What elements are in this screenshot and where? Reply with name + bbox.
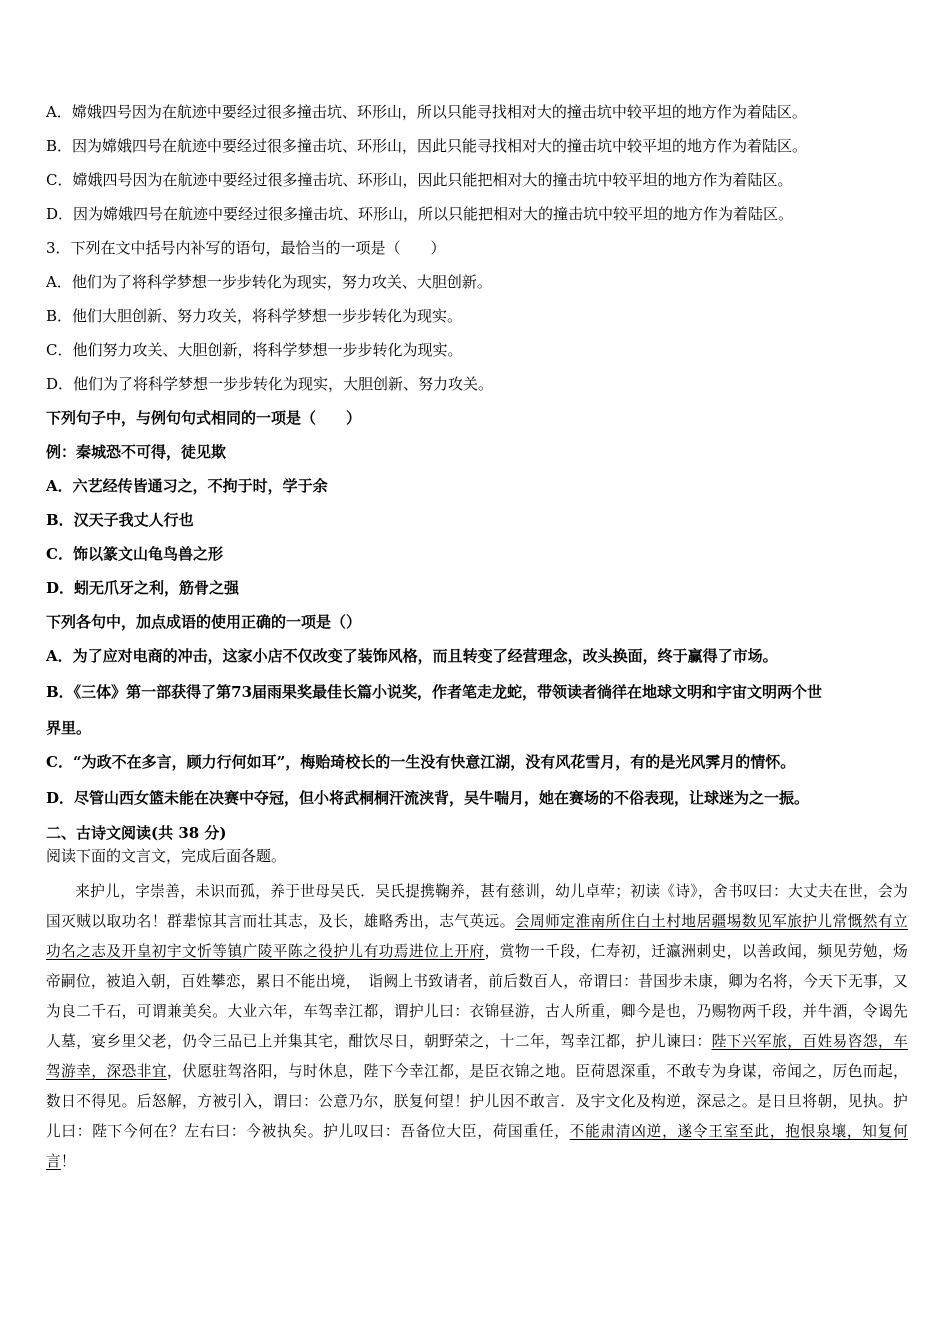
- q4-option-c: C．饰以篆文山龟鸟兽之形: [46, 545, 223, 563]
- section-heading: 二、古诗文阅读(共 38 分): [46, 824, 227, 842]
- q4-option-a: A．六艺经传皆通习之，不拘于时，学于余: [46, 477, 328, 495]
- q3-option-c: C．他们努力攻关、大胆创新，将科学梦想一步步转化为现实。: [46, 341, 463, 359]
- q5-option-c: C．“为政不在多言，顾力行何如耳”，梅贻琦校长的一生没有快意江湖，没有风花雪月，有的是光风霁月的情怀。: [46, 753, 796, 771]
- passage-text-2: ，赏物一千段，仁寿初，迁瀛洲刺史，以善政闻，频见劳勉，炀帝嗣位，被追入朝，百姓攀恋，累日不能出境， 诣阙上书致请者，前后数百人，帝谓曰：昔国步未康，卿为名将，今天下无事，又为良二千石，可谓兼美矣。大业六年，车驾幸江都，谓护儿曰：衣锦昼游，古人所重，卿今是也，乃赐物两千段，并牛酒，令谒先人墓，宴乡里父老，仍令三品已上并集其宅，酣饮尽日，朝野荣之，十二年，驾幸江都，护儿谏曰：: [46, 943, 909, 1050]
- underlined-sentence-3: 不能肃清凶逆，遂令王室至此，抱恨泉壤，知复何言: [46, 1123, 909, 1170]
- section-instruction: 阅读下面的文言文，完成后面各题。: [46, 847, 287, 865]
- passage-paragraph: [46, 877, 908, 1177]
- q3-option-d: D．他们为了将科学梦想一步步转化为现实，大胆创新、努力攻关。: [46, 375, 494, 393]
- q5-stem: 下列各句中，加点成语的使用正确的一项是（）: [46, 613, 362, 631]
- q2-option-d: D．因为嫦娥四号在航迹中要经过很多撞击坑、环形山，所以只能把相对大的撞击坑中较平坦的地方作为着陆区。: [46, 205, 794, 223]
- passage-text-4: ！: [60, 1153, 76, 1170]
- q2-option-a: A．嫦娥四号因为在航迹中要经过很多撞击坑、环形山，所以只能寻找相对大的撞击坑中较平坦的地方作为着陆区。: [46, 103, 807, 121]
- q3-stem: 3．下列在文中括号内补写的语句，最恰当的一项是（ ）: [46, 239, 446, 257]
- q5-option-b-cont: 界里。: [46, 719, 92, 737]
- underlined-sentence-2: 陛下兴军旅，百姓易咨怨，车驾游幸，深恐非宜: [46, 1033, 908, 1080]
- passage-text-1: 来护儿，字崇善，未识而孤，养于世母吴氏．吴氏提携鞠养，甚有慈训，幼儿卓荦；初读《诗》，舍书叹曰：大丈夫在世，会为国灭贼以取功名！群辈惊其言而壮其志，及长，雄略秀出，志气英远。: [46, 883, 908, 930]
- passage-text-3: ，伏愿驻驾洛阳，与时休息，陛下今幸江都，是臣衣锦之地。臣荷恩深重，不敢专为身谋，帝闻之，厉色而起，数日不得见。后怒解，方被引入，谓曰：公意乃尔，朕复何望！护儿因不敢言．及宇文化及构逆，深忌之。是日旦将朝，见执。护儿曰：陛下今何在？左右曰：今被执矣。护儿叹曰：吾备位大臣，荷国重任，: [46, 1063, 908, 1140]
- q4-option-d: D．蚓无爪牙之利，筋骨之强: [46, 579, 240, 597]
- q4-stem: 下列句子中，与例句句式相同的一项是（ ）: [46, 409, 362, 427]
- q5-option-b: B．《三体》第一部获得了第73届雨果奖最佳长篇小说奖，作者笔走龙蛇，带领读者徜徉在地球文明和宇宙文明两个世: [46, 683, 823, 701]
- q4-option-b: B．汉天子我丈人行也: [46, 511, 194, 529]
- q5-option-a: A．为了应对电商的冲击，这家小店不仅改变了装饰风格，而且转变了经营理念，改头换面，终于赢得了市场。: [46, 647, 778, 665]
- q5-option-d: D．尽管山西女篮未能在决赛中夺冠，但小将武桐桐汗流浃背，吴牛喘月，她在赛场的不俗表现，让球迷为之一振。: [46, 789, 810, 807]
- q3-option-b: B．他们大胆创新、努力攻关，将科学梦想一步步转化为现实。: [46, 307, 463, 325]
- q4-example: 例：秦城恐不可得，徒见欺: [46, 443, 227, 461]
- q2-option-b: B．因为嫦娥四号在航迹中要经过很多撞击坑、环形山，因此只能寻找相对大的撞击坑中较平坦的地方作为着陆区。: [46, 137, 808, 155]
- q2-option-c: C．嫦娥四号因为在航迹中要经过很多撞击坑、环形山，因此只能把相对大的撞击坑中较平坦的地方作为着陆区。: [46, 171, 793, 189]
- q3-option-a: A．他们为了将科学梦想一步步转化为现实，努力攻关、大胆创新。: [46, 273, 492, 291]
- underlined-sentence-1: 会周师定淮南所住白土村地居疆埸数见军旅护儿常慨然有立功名之志及开皇初宇文忻等镇广陵平陈之役护儿有功焉进位上开府: [46, 913, 908, 960]
- classical-chinese-passage: [46, 877, 908, 1177]
